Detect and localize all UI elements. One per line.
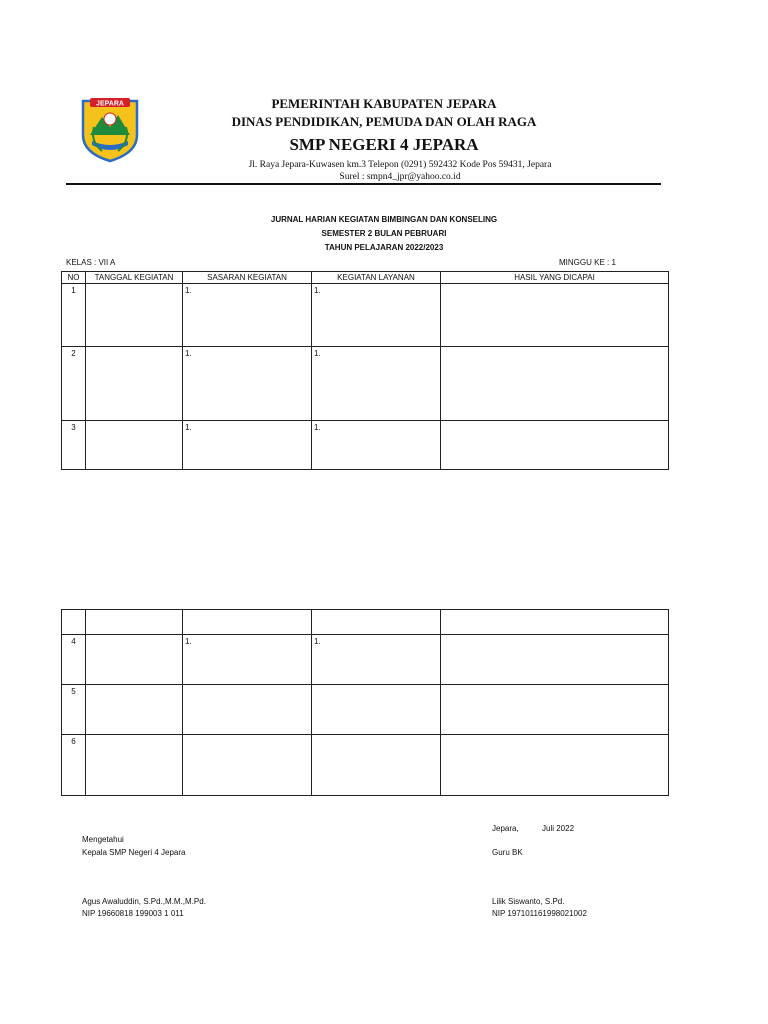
row-layanan[interactable]	[312, 685, 441, 735]
header-divider	[66, 183, 661, 185]
svg-text:JEPARA: JEPARA	[96, 100, 124, 108]
header-hasil: HASIL YANG DICAPAI	[441, 272, 669, 284]
row-sasaran[interactable]	[183, 685, 312, 735]
row-hasil[interactable]	[441, 685, 669, 735]
row-layanan[interactable]: 1.	[312, 347, 441, 421]
journal-title: JURNAL HARIAN KEGIATAN BIMBINGAN DAN KONSELING	[270, 215, 498, 224]
row-tanggal[interactable]	[86, 685, 183, 735]
row-hasil[interactable]	[441, 284, 669, 347]
counselor-nip: NIP 197101161998021002	[492, 909, 587, 918]
table-row	[62, 284, 669, 347]
journal-year: TAHUN PELAJARAN 2022/2023	[324, 243, 444, 252]
school-address: Jl. Raya Jepara-Kuwasen km.3 Telepon (0291) 592432 Kode Pos 59431, Jepara	[248, 160, 552, 170]
row-hasil[interactable]	[441, 635, 669, 685]
row-no: 3	[62, 421, 86, 470]
row-tanggal[interactable]	[86, 347, 183, 421]
row-sasaran[interactable]: 1.	[183, 635, 312, 685]
row-layanan[interactable]	[312, 610, 441, 635]
row-no: 1	[62, 284, 86, 347]
signature-place: Jepara,	[492, 824, 519, 833]
row-hasil[interactable]	[441, 421, 669, 470]
row-no: 4	[62, 635, 86, 685]
row-sasaran[interactable]	[183, 735, 312, 796]
principal-name: Agus Awaluddin, S.Pd.,M.M.,M.Pd.	[82, 897, 206, 906]
row-sasaran[interactable]	[183, 610, 312, 635]
table-row	[62, 421, 669, 470]
counselor-name: Lilik Siswanto, S.Pd.	[492, 897, 565, 906]
row-tanggal[interactable]	[86, 735, 183, 796]
journal-table-1	[61, 271, 669, 470]
counselor-title: Guru BK	[492, 848, 523, 857]
government-line: PEMERINTAH KABUPATEN JEPARA	[271, 96, 497, 111]
row-hasil[interactable]	[441, 735, 669, 796]
school-name: SMP NEGERI 4 JEPARA	[289, 135, 479, 154]
row-layanan[interactable]: 1.	[312, 284, 441, 347]
header-layanan: KEGIATAN LAYANAN	[312, 272, 441, 284]
table-row	[62, 347, 669, 421]
class-label: KELAS : VII A	[66, 258, 116, 267]
table-row	[62, 635, 669, 685]
row-no: 5	[62, 685, 86, 735]
header-sasaran: SASARAN KEGIATAN	[183, 272, 312, 284]
row-sasaran[interactable]: 1.	[183, 421, 312, 470]
row-hasil[interactable]	[441, 347, 669, 421]
row-no: 6	[62, 735, 86, 796]
header-tanggal: TANGGAL KEGIATAN	[86, 272, 183, 284]
week-label: MINGGU KE : 1	[559, 258, 616, 267]
table-row	[62, 735, 669, 796]
journal-table-2	[61, 609, 669, 796]
journal-semester: SEMESTER 2 BULAN PEBRUARI	[321, 229, 447, 238]
principal-title: Kepala SMP Negeri 4 Jepara	[82, 848, 186, 857]
principal-nip: NIP 19660818 199003 1 011	[82, 909, 184, 918]
row-layanan[interactable]: 1.	[312, 421, 441, 470]
acknowledged-label: Mengetahui	[82, 835, 124, 844]
school-email: Surel : smpn4_jpr@yahoo.co.id	[339, 172, 461, 182]
row-sasaran[interactable]: 1.	[183, 284, 312, 347]
table-row	[62, 610, 669, 635]
row-hasil[interactable]	[441, 610, 669, 635]
row-tanggal[interactable]	[86, 635, 183, 685]
row-layanan[interactable]	[312, 735, 441, 796]
row-tanggal[interactable]	[86, 421, 183, 470]
row-tanggal[interactable]	[86, 284, 183, 347]
row-layanan[interactable]: 1.	[312, 635, 441, 685]
signature-date: Juli 2022	[542, 824, 575, 833]
row-no: 2	[62, 347, 86, 421]
row-tanggal[interactable]	[86, 610, 183, 635]
table-header-row	[62, 272, 669, 284]
department-line: DINAS PENDIDIKAN, PEMUDA DAN OLAH RAGA	[231, 114, 537, 129]
row-sasaran[interactable]: 1.	[183, 347, 312, 421]
row-no	[62, 610, 86, 635]
header-no: NO	[62, 272, 86, 284]
table-row	[62, 685, 669, 735]
